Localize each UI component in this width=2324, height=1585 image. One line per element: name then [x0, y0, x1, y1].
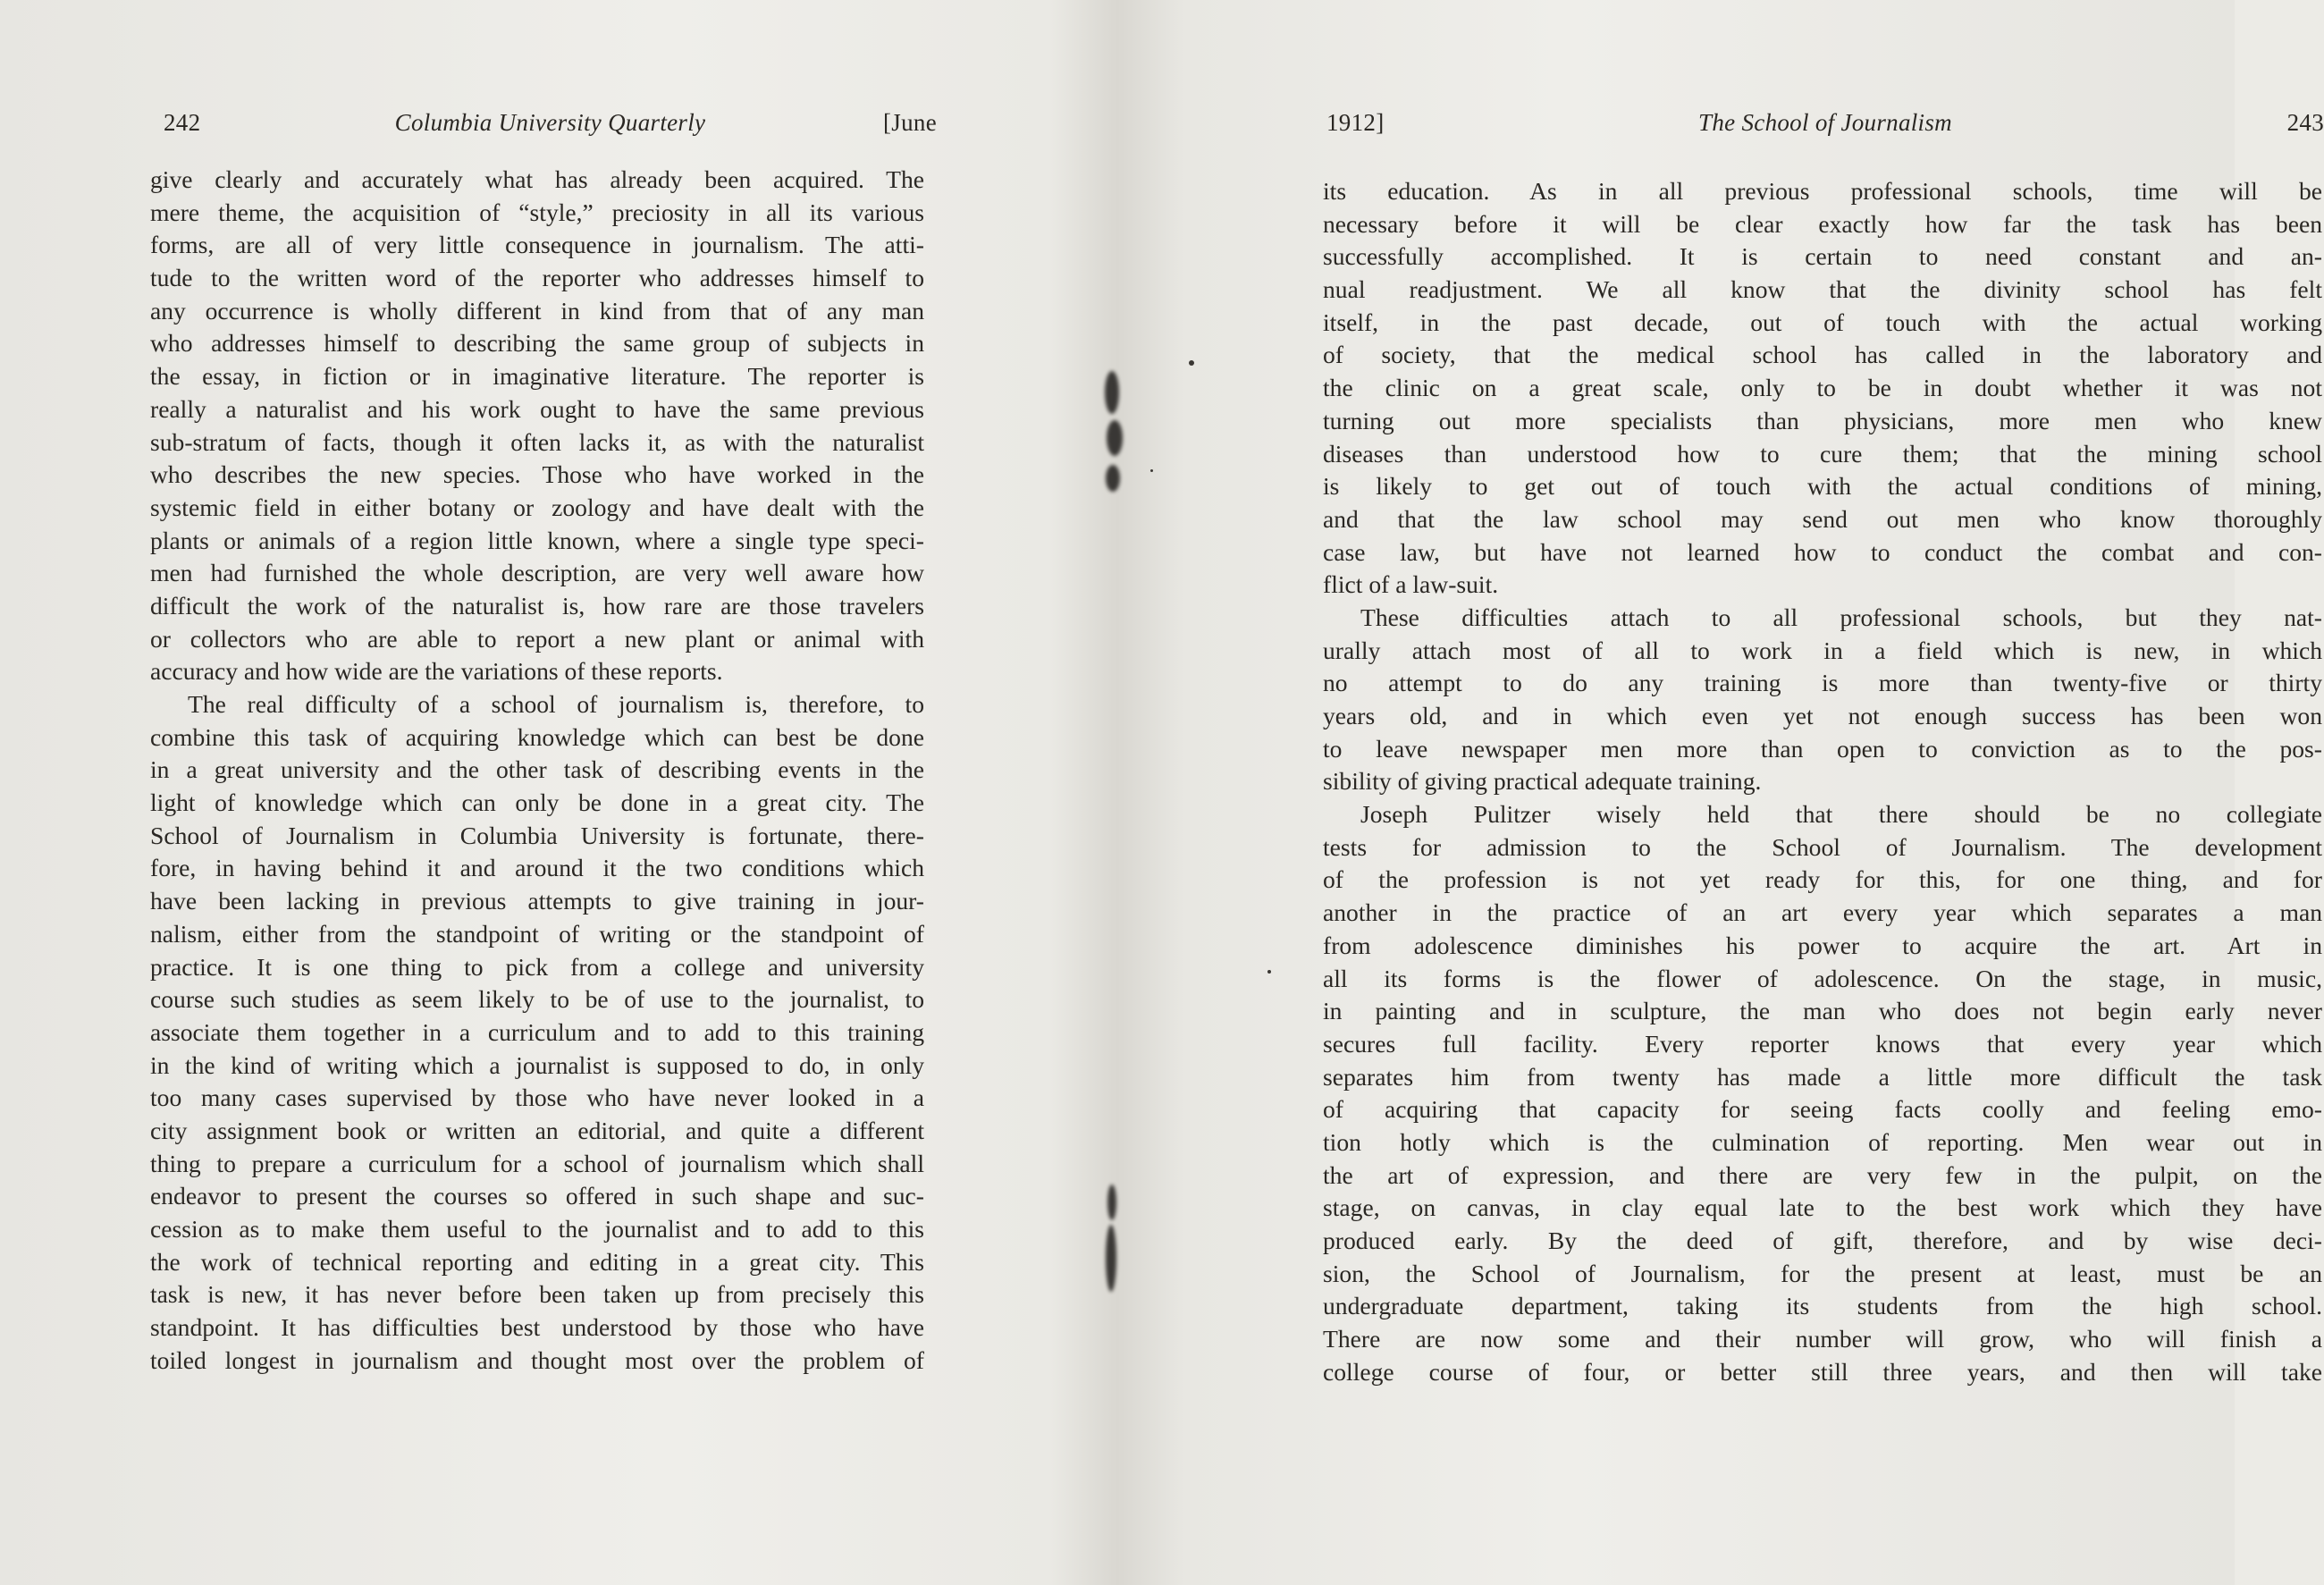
left-page [0, 0, 1117, 1585]
text-line: accuracy and how wide are the variations of these reports. [150, 657, 723, 686]
text-line: practice. It is one thing to pick from a college and university [150, 952, 924, 981]
left-body-text [150, 164, 924, 1377]
text-line: cession as to make them useful to the journalist and to add to this [150, 1215, 924, 1243]
text-line: thing to prepare a curriculum for a school of journalism which shall [150, 1149, 924, 1177]
text-line: tude to the written word of the reporter who addresses himself to [150, 264, 924, 292]
right-body-text [1323, 175, 2322, 1388]
text-line: stage, on canvas, in clay equal late to the best work which they have [1323, 1193, 2322, 1222]
text-line: There are now some and their number will grow, who will finish a [1323, 1325, 2322, 1353]
text-line: combine this task of acquiring knowledge which can best be done [150, 722, 924, 751]
text-line: forms, are all of very little consequence in journalism. The atti- [150, 231, 924, 259]
text-line: sub-stratum of facts, though it often lacks it, as with the naturalist [150, 427, 924, 456]
text-line: tests for admission to the School of Journalism. The development [1323, 832, 2322, 861]
text-line: too many cases supervised by those who have never looked in a [150, 1083, 924, 1112]
running-title: The School of Journalism [1698, 109, 1952, 136]
text-line: city assignment book or written an editorial, and quite a different [150, 1116, 924, 1144]
text-line: mere theme, the acquisition of “style,” preciosity in all its various [150, 198, 924, 226]
text-line: flict of a law-suit. [1323, 570, 1499, 599]
text-line: necessary before it will be clear exactly how far the task has been [1323, 209, 2322, 238]
text-line: men had furnished the whole description, are very well aware how [150, 559, 924, 587]
text-line: School of Journalism in Columbia University is fortunate, there- [150, 821, 924, 849]
text-line: secures full facility. Every reporter knows that every year which [1323, 1029, 2322, 1058]
text-line: who describes the new species. Those who have worked in the [150, 460, 924, 489]
text-line: nalism, either from the standpoint of writing or the standpoint of [150, 919, 924, 948]
text-line: urally attach most of all to work in a field which is new, in which [1323, 636, 2322, 664]
text-line: undergraduate department, taking its students from the high school. [1323, 1292, 2322, 1320]
text-line: give clearly and accurately what has already been acquired. The [150, 165, 924, 193]
text-line: all its forms is the flower of adolescence. On the stage, in music, [1323, 964, 2322, 992]
text-line: in painting and in sculpture, the man who does not begin early never [1323, 997, 2322, 1025]
text-line: difficult the work of the naturalist is, how rare are those travelers [150, 591, 924, 620]
text-line: of society, that the medical school has called in the laboratory and [1323, 341, 2322, 369]
text-line: or collectors who are able to report a new plant or animal with [150, 624, 924, 653]
section-mark: 1912] [1326, 109, 1385, 136]
text-line: of acquiring that capacity for seeing facts coolly and feeling emo- [1323, 1095, 2322, 1124]
text-line: sion, the School of Journalism, for the present at least, must be an [1323, 1259, 2322, 1287]
text-line: the clinic on a great scale, only to be in doubt whether it was not [1323, 374, 2322, 402]
text-line: plants or animals of a region little known, where a single type speci- [150, 526, 924, 554]
text-line: the essay, in fiction or in imaginative literature. The reporter is [150, 362, 924, 391]
text-line: college course of four, or better still three years, and then will take [1323, 1357, 2322, 1386]
text-line: endeavor to present the courses so offered in such shape and suc- [150, 1182, 924, 1210]
text-line: is likely to get out of touch with the actual conditions of mining, [1323, 472, 2322, 501]
running-title: Columbia University Quarterly [394, 109, 706, 136]
text-line: successfully accomplished. It is certain to need constant and an- [1323, 242, 2322, 271]
text-line: nual readjustment. We all know that the divinity school has felt [1323, 275, 2322, 304]
text-line: associate them together in a curriculum and to add to this training [150, 1017, 924, 1046]
left-running-head [164, 105, 937, 140]
text-line: in a great university and the other task of describing events in the [150, 755, 924, 784]
text-line: turning out more specialists than physicians, more men who knew [1323, 406, 2322, 434]
section-mark: [June [883, 109, 937, 136]
text-line: separates him from twenty has made a little more difficult the task [1323, 1062, 2322, 1091]
text-line: produced early. By the deed of gift, therefore, and by wise deci- [1323, 1227, 2322, 1254]
text-line: the work of technical reporting and editing in a great city. This [150, 1247, 924, 1276]
text-line: years old, and in which even yet not enough success has been won [1323, 702, 2322, 729]
text-line: from adolescence diminishes his power to acquire the art. Art in [1323, 931, 2322, 959]
right-page [1117, 0, 2324, 1585]
text-line: and that the law school may send out men who know thoroughly [1323, 504, 2322, 533]
page-number: 243 [2286, 109, 2324, 136]
text-line: the art of expression, and there are very few in the pulpit, on the [1323, 1160, 2322, 1189]
text-line: really a naturalist and his work ought to have the same previous [150, 394, 924, 423]
text-line: of the profession is not yet ready for this, for one thing, and for [1323, 865, 2322, 894]
text-line: The real difficulty of a school of journalism is, therefore, to [188, 690, 924, 718]
page-number: 242 [164, 109, 201, 136]
text-line: to leave newspaper men more than open to conviction as to the pos- [1323, 734, 2322, 763]
text-line: Joseph Pulitzer wisely held that there should be no collegiate [1360, 800, 2322, 829]
text-line: fore, in having behind it and around it the two conditions which [150, 854, 924, 882]
text-line: task is new, it has never before been taken up from precisely this [150, 1280, 924, 1309]
text-line: who addresses himself to describing the same group of subjects in [150, 329, 924, 358]
text-line: These difficulties attach to all professional schools, but they nat- [1360, 603, 2322, 631]
text-line: case law, but have not learned how to conduct the combat and con- [1323, 537, 2322, 566]
text-line: systemic field in either botany or zoology and have dealt with the [150, 493, 924, 521]
text-line: itself, in the past decade, out of touch with the actual working [1323, 308, 2322, 336]
text-line: another in the practice of an art every year which separates a man [1323, 898, 2322, 927]
text-line: tion hotly which is the culmination of reporting. Men wear out in [1323, 1127, 2322, 1156]
text-line: toiled longest in journalism and thought most over the problem of [150, 1345, 924, 1374]
text-line: have been lacking in previous attempts to give training in jour- [150, 887, 924, 915]
text-line: any occurrence is wholly different in kind from that of any man [150, 296, 924, 325]
text-line: course such studies as seem likely to be of use to the journalist, to [150, 985, 924, 1014]
text-line: light of knowledge which can only be done in a great city. The [150, 788, 924, 817]
text-line: standpoint. It has difficulties best understood by those who have [150, 1313, 924, 1342]
text-line: no attempt to do any training is more than twenty-five or thirty [1323, 669, 2322, 697]
text-line: sibility of giving practical adequate training. [1323, 767, 1762, 796]
text-line: its education. As in all previous professional schools, time will be [1323, 177, 2322, 205]
text-line: in the kind of writing which a journalist is supposed to do, in only [150, 1050, 924, 1079]
right-running-head [1326, 105, 2324, 140]
text-line: diseases than understood how to cure them; that the mining school [1323, 439, 2322, 468]
